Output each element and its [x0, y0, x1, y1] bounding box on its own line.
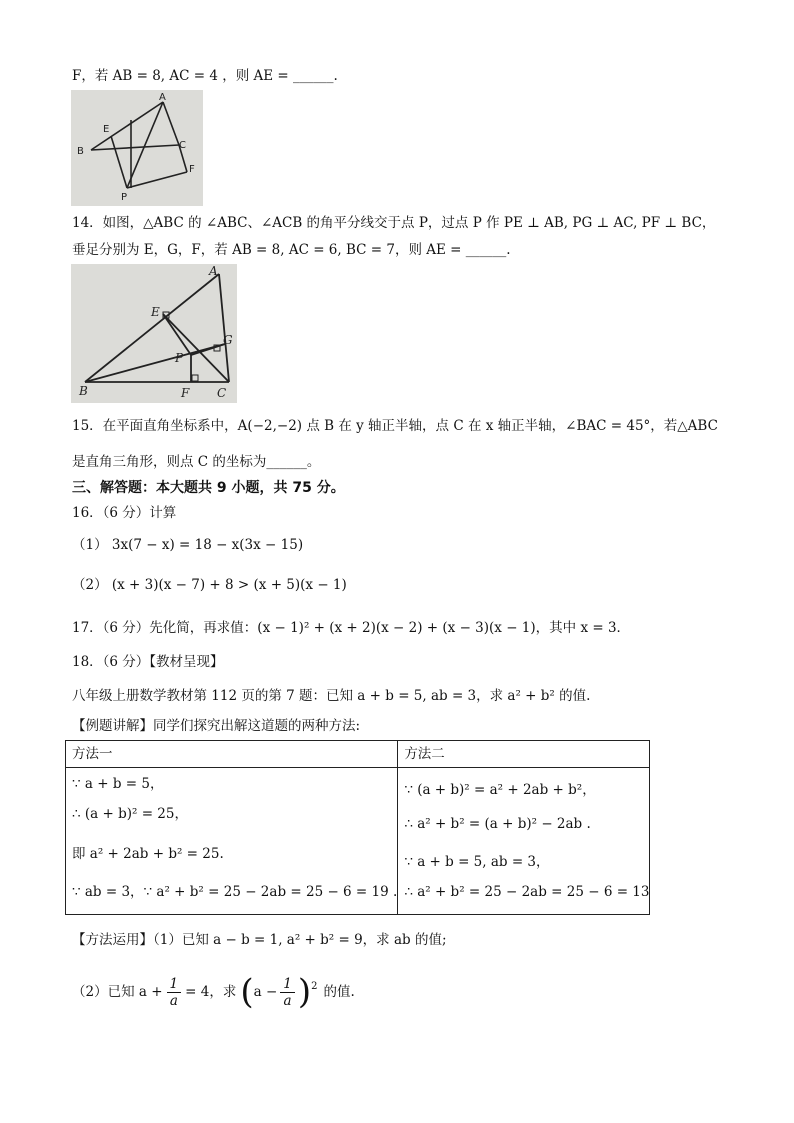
method1-line4: ∵ ab = 3，∵ a² + b² = 25 − 2ab = 25 − 6 = 19 . — [72, 884, 398, 900]
q18-apply2-prefix: （2）已知 a + — [72, 984, 163, 1000]
q16-title: 16．（6 分）计算 — [72, 505, 177, 521]
q18-apply-part1: 【方法运用】（1）已知 a − b = 1, a² + b² = 9，求 ab 的值; — [72, 932, 447, 948]
right-paren: ) — [297, 972, 312, 1012]
paren-fraction-denominator: a — [283, 992, 292, 1009]
figure-q14 — [71, 264, 237, 403]
fig13-label-c: C — [179, 140, 186, 151]
q16-part2: （2） (x + 3)(x − 7) + 8 > (x + 5)(x − 1) — [72, 577, 347, 593]
method1-header: 方法一 — [66, 741, 398, 768]
q18-apply2-mid: = 4，求 — [185, 984, 237, 1000]
q18-apply2-fraction — [167, 976, 182, 1009]
methods-table — [65, 740, 650, 915]
fig14-label-c: C — [217, 386, 227, 400]
q18-apply2-paren-text: a − — [253, 984, 278, 1000]
q18-problem: 八年级上册数学教材第 112 页的第 7 题：已知 a + b = 5, ab = 3，求 a² + b² 的值. — [72, 688, 591, 704]
q16-part1: （1） 3x(7 − x) = 18 − x(3x − 15) — [72, 537, 304, 553]
q18-apply-part2 — [72, 970, 355, 1014]
fraction-numerator: 1 — [167, 976, 182, 993]
q14-line2: 垂足分别为 E，G，F，若 AB = 8, AC = 6, BC = 7，则 AE = ______. — [72, 242, 511, 258]
fig13-label-b: B — [77, 146, 84, 157]
methods-table-body-row — [66, 768, 650, 915]
method2-line2: ∴ a² + b² = (a + b)² − 2ab . — [404, 816, 591, 832]
q13-tail-text: F，若 AB = 8, AC = 4 ，则 AE = ______. — [72, 68, 338, 84]
fig14-label-b: B — [79, 384, 88, 398]
q18-title: 18．（6 分）【教材呈现】 — [72, 654, 224, 670]
fig13-label-a: A — [159, 92, 166, 103]
fig14-label-a: A — [209, 264, 218, 278]
fig13-label-p: P — [121, 192, 128, 203]
fig14-label-f: F — [181, 386, 190, 400]
q18-example-intro: 【例题讲解】同学们探究出解这道题的两种方法: — [72, 718, 361, 734]
figure-q13 — [71, 90, 203, 206]
paren-expression — [240, 972, 318, 1012]
fig14-label-p: P — [175, 351, 184, 365]
method2-header: 方法二 — [398, 741, 650, 768]
q15-line1: 15．在平面直角坐标系中，A(−2,−2) 点 B 在 y 轴正半轴，点 C 在 x 轴正半轴，∠BAC = 45°，若△ABC — [72, 418, 718, 434]
section-three-heading: 三、解答题：本大题共 9 小题，共 75 分。 — [72, 480, 345, 496]
method1-cell — [66, 768, 398, 915]
q18-apply2-suffix: 的值. — [323, 984, 355, 1000]
method1-line3: 即 a² + 2ab + b² = 25. — [72, 846, 224, 862]
square-superscript: 2 — [311, 981, 318, 992]
q15-line2: 是直角三角形，则点 C 的坐标为______。 — [72, 454, 321, 470]
method1-line1: ∵ a + b = 5， — [72, 776, 164, 792]
figure-q13-drawing — [71, 90, 203, 206]
paren-fraction — [280, 976, 295, 1009]
q14-line1: 14．如图，△ABC 的 ∠ABC、∠ACB 的角平分线交于点 P，过点 P 作 PE ⊥ AB, PG ⊥ AC, PF ⊥ BC， — [72, 215, 716, 231]
fraction-denominator: a — [169, 992, 178, 1009]
q17-text: 17．（6 分）先化简，再求值：(x − 1)² + (x + 2)(x − 2) + (x − 3)(x − 1)，其中 x = 3． — [72, 620, 631, 636]
fig14-label-g: G — [223, 333, 233, 347]
fig14-label-e: E — [151, 305, 160, 319]
method2-line1: ∵ (a + b)² = a² + 2ab + b²， — [404, 782, 596, 798]
method2-cell — [398, 768, 650, 915]
paren-fraction-numerator: 1 — [280, 976, 295, 993]
fig13-label-e: E — [103, 124, 110, 135]
method1-line2: ∴ (a + b)² = 25， — [72, 806, 188, 822]
fig13-label-f: F — [189, 164, 195, 175]
left-paren: ( — [240, 972, 254, 1012]
method2-line4: ∴ a² + b² = 25 − 2ab = 25 − 6 = 13 — [404, 884, 650, 900]
figure-q14-drawing — [71, 264, 237, 403]
method2-line3: ∵ a + b = 5, ab = 3， — [404, 854, 550, 870]
methods-table-header-row — [66, 741, 650, 768]
